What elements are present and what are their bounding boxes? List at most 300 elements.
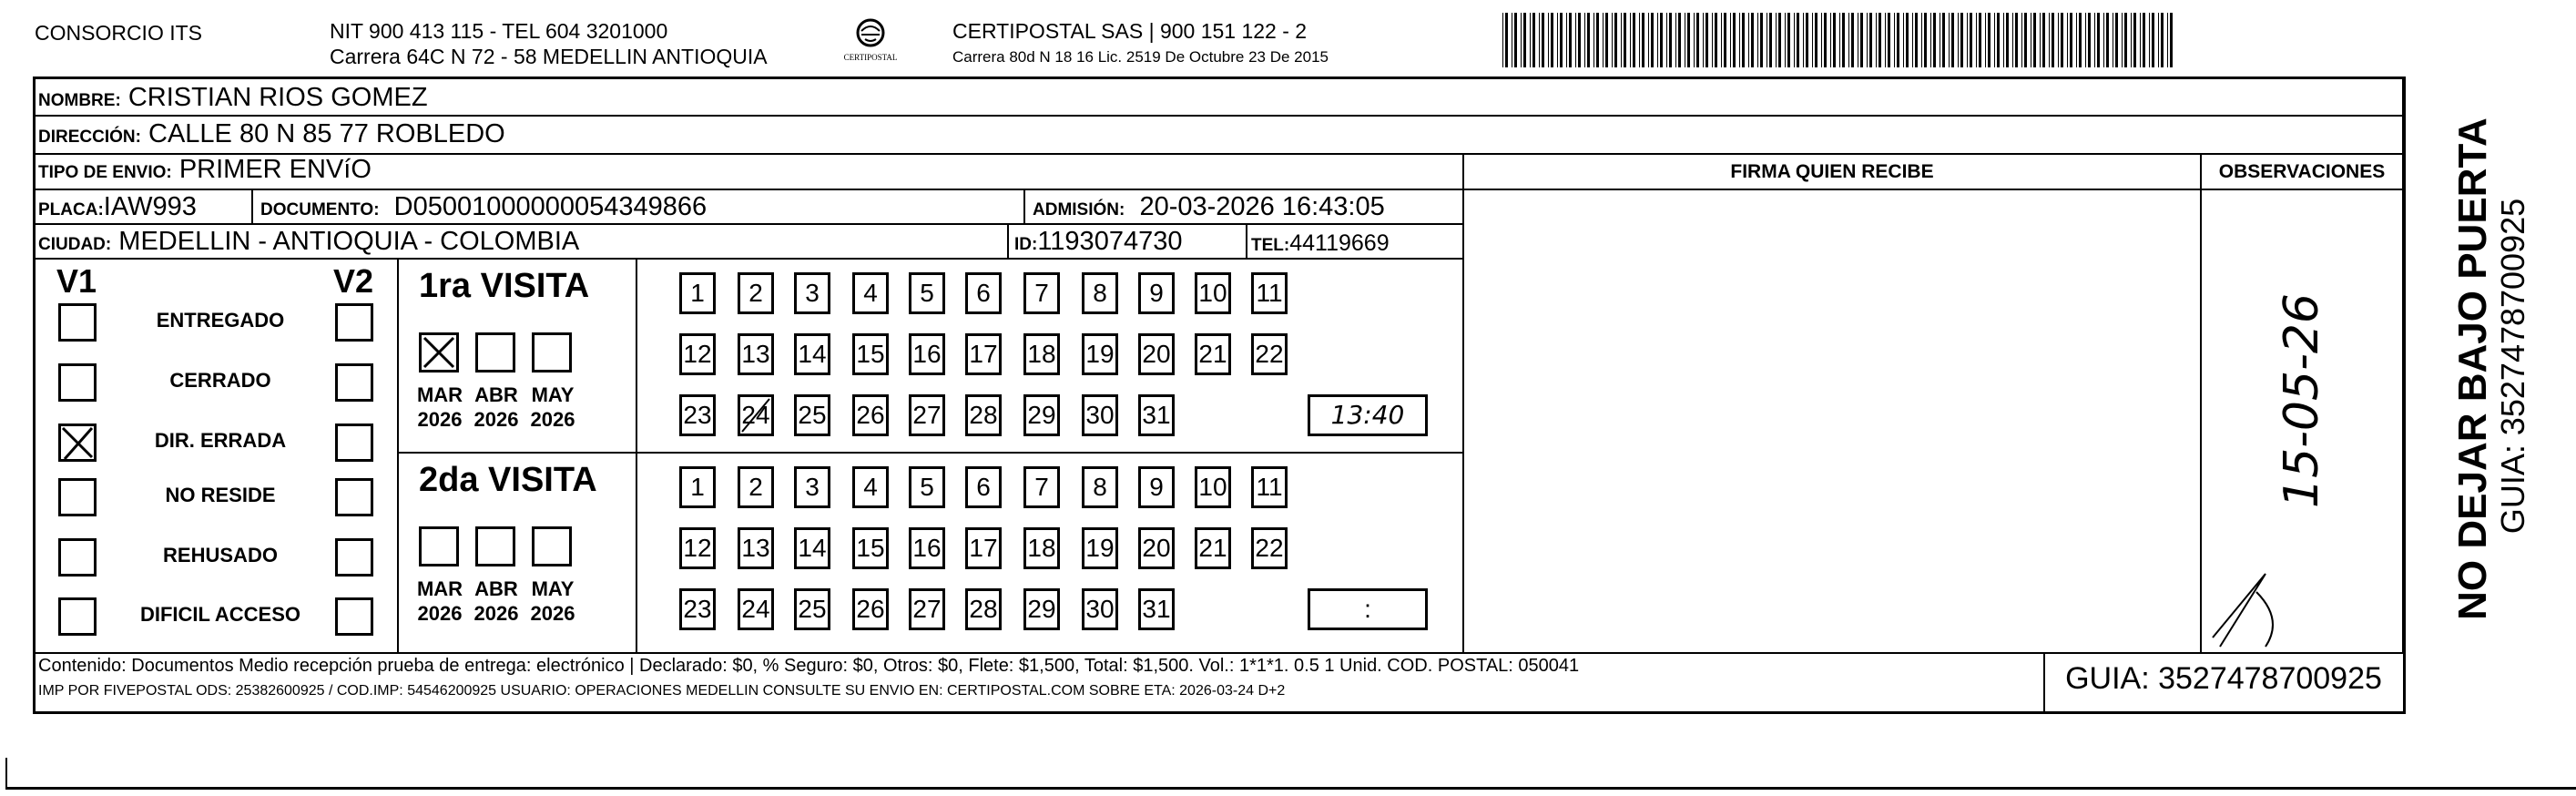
barcode-bar <box>1949 13 1950 67</box>
month-name: MAR <box>416 383 463 406</box>
barcode-bar <box>2094 13 2095 67</box>
day-box[interactable] <box>1195 527 1231 569</box>
v2-checkbox[interactable] <box>335 538 373 577</box>
day-box[interactable] <box>852 527 889 569</box>
barcode-bar <box>1587 13 1590 67</box>
ciudad-field: CIUDAD: MEDELLIN - ANTIOQUIA - COLOMBIA <box>38 227 580 256</box>
v2-checkbox[interactable] <box>335 363 373 402</box>
day-box[interactable] <box>1082 333 1118 375</box>
day-box[interactable] <box>909 394 945 436</box>
day-box[interactable] <box>852 466 889 508</box>
day-number: 7 <box>1034 473 1049 501</box>
barcode-bar <box>1548 13 1549 67</box>
barcode-bar <box>1696 13 1699 67</box>
day-number: 23 <box>683 595 712 623</box>
day-number: 18 <box>1027 534 1056 562</box>
carrier-line: CERTIPOSTAL SAS | 900 151 122 - 2 <box>952 19 1308 43</box>
day-number: 10 <box>1198 473 1227 501</box>
nombre-field: NOMBRE: CRISTIAN RIOS GOMEZ <box>38 83 428 112</box>
barcode-bar <box>1824 13 1827 67</box>
day-number: 14 <box>798 340 827 368</box>
day-number: 9 <box>1149 279 1164 307</box>
id-value: 1193074730 <box>1037 227 1183 256</box>
status-option-label: NO RESIDE <box>165 484 276 506</box>
warning-no-bajo-puerta: NO DEJAR BAJO PUERTA <box>2450 117 2495 620</box>
day-box[interactable] <box>1195 466 1231 508</box>
barcode-bar <box>2061 13 2063 67</box>
side-guia: GUIA: 3527478700925 <box>2494 198 2531 535</box>
day-number: 17 <box>969 534 998 562</box>
day-box[interactable] <box>1138 333 1175 375</box>
observaciones-header: OBSERVACIONES <box>2218 161 2386 182</box>
day-number: 30 <box>1085 595 1115 623</box>
month-name: MAY <box>531 577 575 600</box>
barcode-bar <box>2052 13 2054 67</box>
barcode-bar <box>1924 13 1927 67</box>
barcode-bar <box>1967 13 1968 67</box>
barcode-bar <box>1769 13 1772 67</box>
day-box[interactable] <box>1138 272 1175 314</box>
barcode-bar <box>1930 13 1931 67</box>
barcode-bar <box>1876 13 1877 67</box>
barcode-bar <box>1505 13 1508 67</box>
day-box[interactable] <box>679 333 716 375</box>
barcode-bar <box>1660 13 1663 67</box>
month-checkbox[interactable] <box>475 332 515 372</box>
day-number: 11 <box>1256 473 1283 501</box>
time-box[interactable] <box>1308 588 1428 630</box>
day-box[interactable] <box>738 333 774 375</box>
day-box[interactable] <box>909 527 945 569</box>
day-box[interactable] <box>738 272 774 314</box>
footer-guia: GUIA: 3527478700925 <box>2065 661 2382 696</box>
barcode-bar <box>2049 13 2050 67</box>
v1-checkbox[interactable] <box>58 538 97 577</box>
barcode-bar <box>1739 13 1740 67</box>
day-number: 11 <box>1256 279 1283 307</box>
day-number: 12 <box>683 534 712 562</box>
day-box[interactable] <box>965 272 1002 314</box>
month-year: 2026 <box>473 408 519 431</box>
day-box[interactable] <box>738 394 774 436</box>
day-box[interactable] <box>909 466 945 508</box>
barcode-bar <box>1806 13 1808 67</box>
barcode-bar <box>1675 13 1676 67</box>
barcode-bar <box>1933 13 1936 67</box>
day-box[interactable] <box>852 394 889 436</box>
barcode-bar <box>1648 13 1649 67</box>
day-number: 6 <box>976 473 991 501</box>
barcode-bar <box>1624 13 1626 67</box>
barcode-bar <box>1666 13 1667 67</box>
barcode-graphic <box>1502 13 2181 67</box>
day-number: 27 <box>912 401 942 429</box>
day-number: 1 <box>690 279 705 307</box>
barcode-bar <box>2040 13 2041 67</box>
day-number: 13 <box>741 534 770 562</box>
month-name: MAY <box>531 383 575 406</box>
barcode-bar <box>1885 13 1886 67</box>
barcode-bar <box>2015 13 2018 67</box>
day-number: 3 <box>805 279 820 307</box>
barcode-bar <box>1979 13 1981 67</box>
barcode-bar <box>1906 13 1909 67</box>
day-box[interactable] <box>1195 272 1231 314</box>
barcode-bar <box>1976 13 1977 67</box>
barcode-bar <box>1757 13 1758 67</box>
day-box[interactable] <box>794 466 830 508</box>
barcode <box>1502 13 2181 67</box>
day-number: 16 <box>912 340 942 368</box>
day-number: 6 <box>976 279 991 307</box>
logo-caption: CERTIPOSTAL <box>843 53 898 62</box>
day-number: 28 <box>969 401 998 429</box>
day-box[interactable] <box>679 272 716 314</box>
day-box[interactable] <box>1251 527 1288 569</box>
barcode-bar <box>1751 13 1754 67</box>
day-box[interactable] <box>852 588 889 630</box>
month-checkbox[interactable] <box>532 526 572 566</box>
day-box[interactable] <box>1138 588 1175 630</box>
day-box[interactable] <box>1023 588 1060 630</box>
barcode-bar <box>2021 13 2022 67</box>
day-box[interactable] <box>1082 588 1118 630</box>
v1-checkbox[interactable] <box>58 424 97 462</box>
carrier-address: Carrera 80d N 18 16 Lic. 2519 De Octubre 23 De 2015 <box>952 48 1329 66</box>
day-box[interactable] <box>1082 527 1118 569</box>
day-box[interactable] <box>909 333 945 375</box>
tel-value: 44119669 <box>1289 230 1390 256</box>
barcode-bar <box>1578 13 1581 67</box>
v2-checkbox[interactable] <box>335 597 373 636</box>
barcode-bar <box>1566 13 1567 67</box>
day-number: 26 <box>856 401 885 429</box>
day-number: 10 <box>1198 279 1227 307</box>
month-checkbox[interactable] <box>419 332 459 372</box>
day-box[interactable] <box>852 272 889 314</box>
barcode-bar <box>1803 13 1804 67</box>
day-number: 27 <box>912 595 942 623</box>
barcode-bar <box>1724 13 1726 67</box>
barcode-bar <box>1551 13 1553 67</box>
barcode-bar <box>2097 13 2100 67</box>
barcode-bar <box>1794 13 1795 67</box>
day-box[interactable] <box>794 588 830 630</box>
day-number: 25 <box>798 595 827 623</box>
barcode-bar <box>1742 13 1745 67</box>
tipo-envio-value: PRIMER ENVíO <box>178 155 372 184</box>
barcode-bar <box>1502 13 1503 67</box>
barcode-bar <box>2079 13 2082 67</box>
day-box[interactable] <box>794 272 830 314</box>
status-option-label: REHUSADO <box>163 544 278 566</box>
day-number: 14 <box>798 534 827 562</box>
barcode-bar <box>1867 13 1868 67</box>
month-label <box>408 383 472 432</box>
barcode-bar <box>1523 13 1526 67</box>
barcode-bar <box>1532 13 1535 67</box>
barcode-bar <box>1833 13 1836 67</box>
admision-field: ADMISIÓN: 20-03-2026 16:43:05 <box>1033 192 1385 221</box>
day-number: 1 <box>690 473 705 501</box>
barcode-bar <box>1669 13 1672 67</box>
barcode-bar <box>1951 13 1954 67</box>
v1-checkbox[interactable] <box>58 478 97 516</box>
month-checkbox[interactable] <box>419 526 459 566</box>
nombre-value: CRISTIAN RIOS GOMEZ <box>127 83 428 112</box>
day-box[interactable] <box>794 527 830 569</box>
day-number: 31 <box>1142 595 1171 623</box>
month-label <box>521 577 585 626</box>
day-box[interactable] <box>1138 466 1175 508</box>
day-number: 3 <box>805 473 820 501</box>
barcode-bar <box>1603 13 1604 67</box>
v1-checkbox[interactable] <box>58 597 97 636</box>
v1-checkbox[interactable] <box>58 363 97 402</box>
day-box[interactable] <box>1023 333 1060 375</box>
day-number: 4 <box>863 279 878 307</box>
barcode-bar <box>1921 13 1922 67</box>
barcode-bar <box>1912 13 1913 67</box>
barcode-bar <box>1712 13 1713 67</box>
barcode-bar <box>1657 13 1658 67</box>
month-name: MAR <box>416 577 463 600</box>
day-box[interactable] <box>679 527 716 569</box>
day-number: 8 <box>1093 473 1107 501</box>
barcode-bar <box>2167 13 2168 67</box>
day-box[interactable] <box>679 466 716 508</box>
barcode-bar <box>1584 13 1585 67</box>
time-value: 13:40 <box>1330 400 1405 430</box>
day-box[interactable] <box>1251 333 1288 375</box>
observation-note <box>2202 191 2402 652</box>
v2-checkbox[interactable] <box>335 424 373 462</box>
day-number: 2 <box>748 279 763 307</box>
barcode-bar <box>1651 13 1654 67</box>
day-number: 21 <box>1198 534 1227 562</box>
status-option-label: DIFICIL ACCESO <box>139 603 300 626</box>
barcode-bar <box>1593 13 1594 67</box>
day-box[interactable] <box>1023 272 1060 314</box>
day-box[interactable] <box>965 394 1002 436</box>
day-box[interactable] <box>738 588 774 630</box>
barcode-bar <box>1605 13 1608 67</box>
status-option-label: ENTREGADO <box>156 309 285 332</box>
month-year: 2026 <box>473 602 519 625</box>
day-box[interactable] <box>794 394 830 436</box>
day-number: 13 <box>741 340 770 368</box>
barcode-bar <box>2115 13 2118 67</box>
barcode-bar <box>2070 13 2072 67</box>
month-year: 2026 <box>530 602 575 625</box>
day-box[interactable] <box>965 333 1002 375</box>
barcode-bar <box>1530 13 1531 67</box>
day-number: 24 <box>741 595 770 623</box>
barcode-bar <box>1830 13 1831 67</box>
barcode-bar <box>1575 13 1576 67</box>
visit-title: 1ra VISITA <box>419 267 590 305</box>
day-box[interactable] <box>1023 527 1060 569</box>
day-box[interactable] <box>679 588 716 630</box>
month-label <box>408 577 472 626</box>
day-box[interactable] <box>909 272 945 314</box>
barcode-bar <box>1614 13 1617 67</box>
day-box[interactable] <box>965 588 1002 630</box>
barcode-bar <box>1733 13 1736 67</box>
direccion-value: CALLE 80 N 85 77 ROBLEDO <box>148 119 505 148</box>
time-value: : <box>1364 595 1371 623</box>
barcode-bar <box>1703 13 1704 67</box>
barcode-bar <box>1842 13 1845 67</box>
ciudad-value: MEDELLIN - ANTIOQUIA - COLOMBIA <box>118 227 580 256</box>
month-label <box>521 383 585 432</box>
day-number: 8 <box>1093 279 1107 307</box>
barcode-bar <box>2170 13 2173 67</box>
barcode-bar <box>1994 13 1995 67</box>
visit-title: 2da VISITA <box>419 461 597 499</box>
day-box[interactable] <box>909 588 945 630</box>
barcode-bar <box>1997 13 2000 67</box>
barcode-bar <box>1985 13 1986 67</box>
month-label <box>464 577 528 626</box>
day-box[interactable] <box>1082 394 1118 436</box>
barcode-bar <box>1812 13 1813 67</box>
day-number: 17 <box>969 340 998 368</box>
day-box[interactable] <box>1082 466 1118 508</box>
day-box[interactable] <box>965 527 1002 569</box>
day-box[interactable] <box>1251 466 1288 508</box>
barcode-bar <box>1687 13 1690 67</box>
barcode-bar <box>1715 13 1717 67</box>
barcode-bar <box>1815 13 1817 67</box>
barcode-bar <box>2133 13 2136 67</box>
barcode-bar <box>2085 13 2086 67</box>
barcode-bar <box>1514 13 1517 67</box>
barcode-bar <box>1942 13 1945 67</box>
day-number: 29 <box>1027 401 1056 429</box>
day-number: 5 <box>920 279 934 307</box>
month-checkbox[interactable] <box>475 526 515 566</box>
day-box[interactable] <box>1138 527 1175 569</box>
side-labels <box>2411 109 2539 619</box>
day-box[interactable] <box>1195 333 1231 375</box>
barcode-bar <box>1776 13 1777 67</box>
day-box[interactable] <box>794 333 830 375</box>
barcode-bar <box>2058 13 2059 67</box>
tipo-envio-field: TIPO DE ENVIO: PRIMER ENVíO <box>38 155 372 184</box>
barcode-bar <box>1630 13 1631 67</box>
day-box[interactable] <box>738 466 774 508</box>
placa-value: IAW993 <box>103 192 197 221</box>
day-number: 9 <box>1149 473 1164 501</box>
barcode-bar <box>1888 13 1890 67</box>
barcode-bar <box>1894 13 1895 67</box>
id-field: ID:1193074730 <box>1014 227 1183 256</box>
barcode-bar <box>2003 13 2004 67</box>
barcode-bar <box>2143 13 2145 67</box>
barcode-bar <box>1785 13 1786 67</box>
day-box[interactable] <box>1138 394 1175 436</box>
status-option-label: CERRADO <box>169 369 271 392</box>
firma-header: FIRMA QUIEN RECIBE <box>1730 161 1934 182</box>
day-number: 12 <box>683 340 712 368</box>
barcode-bar <box>2158 13 2159 67</box>
v2-header: V2 <box>333 262 374 300</box>
day-number: 20 <box>1142 534 1171 562</box>
bottom-margin <box>0 716 2576 796</box>
barcode-bar <box>1879 13 1881 67</box>
day-number: 15 <box>856 340 885 368</box>
barcode-bar <box>2124 13 2127 67</box>
barcode-bar <box>1694 13 1695 67</box>
day-box[interactable] <box>1251 272 1288 314</box>
barcode-bar <box>1970 13 1972 67</box>
barcode-bar <box>1860 13 1863 67</box>
admision-value: 20-03-2026 16:43:05 <box>1139 192 1385 221</box>
month-name: ABR <box>474 383 518 406</box>
barcode-bar <box>1821 13 1822 67</box>
day-box[interactable] <box>1082 272 1118 314</box>
barcode-bar <box>1596 13 1599 67</box>
day-number: 19 <box>1085 340 1115 368</box>
day-box[interactable] <box>738 527 774 569</box>
barcode-bar <box>1903 13 1904 67</box>
barcode-bar <box>1851 13 1854 67</box>
barcode-bar <box>1787 13 1790 67</box>
day-number: 22 <box>1255 340 1284 368</box>
barcode-bar <box>1633 13 1635 67</box>
v1-checkbox[interactable] <box>58 303 97 342</box>
day-number: 19 <box>1085 534 1115 562</box>
month-year: 2026 <box>417 602 463 625</box>
observation-note-text: 15-05-26 <box>2275 292 2329 509</box>
month-checkbox[interactable] <box>532 332 572 372</box>
barcode-bar <box>1642 13 1644 67</box>
documento-value: D05001000000054349866 <box>393 192 708 221</box>
company-name: CONSORCIO ITS <box>35 21 203 45</box>
day-number: 22 <box>1255 534 1284 562</box>
day-number: 28 <box>969 595 998 623</box>
day-mark <box>740 397 771 434</box>
day-number: 4 <box>863 473 878 501</box>
day-number: 2 <box>748 473 763 501</box>
barcode-bar <box>1730 13 1731 67</box>
nit-line: NIT 900 413 115 - TEL 604 3201000 <box>330 19 668 43</box>
signature-scribble <box>2202 191 2402 652</box>
month-year: 2026 <box>417 408 463 431</box>
barcode-bar <box>1897 13 1899 67</box>
placa-field: PLACA:IAW993 <box>38 192 197 221</box>
day-box[interactable] <box>852 333 889 375</box>
footer-content-line: Contenido: Documentos Medio recepción prueba de entrega: electrónico | Declarado: $0, % Seguro: $0, Otros: $0, Flete: $1,500, Total: $1,500. Vol.: 1*1*1. 0.5 1 Unid. COD. POSTAL: 050041 <box>38 656 1580 676</box>
barcode-bar <box>2076 13 2077 67</box>
v2-checkbox[interactable] <box>335 303 373 342</box>
barcode-bar <box>1542 13 1544 67</box>
barcode-bar <box>1869 13 1872 67</box>
direccion-field: DIRECCIÓN: CALLE 80 N 85 77 ROBLEDO <box>38 119 505 148</box>
day-box[interactable] <box>679 394 716 436</box>
time-box[interactable] <box>1308 394 1428 436</box>
barcode-bar <box>1721 13 1722 67</box>
day-box[interactable] <box>1023 466 1060 508</box>
day-box[interactable] <box>965 466 1002 508</box>
day-box[interactable] <box>1023 394 1060 436</box>
barcode-bar <box>2103 13 2104 67</box>
v2-checkbox[interactable] <box>335 478 373 516</box>
barcode-bar <box>1521 13 1522 67</box>
barcode-bar <box>1748 13 1749 67</box>
day-number: 18 <box>1027 340 1056 368</box>
